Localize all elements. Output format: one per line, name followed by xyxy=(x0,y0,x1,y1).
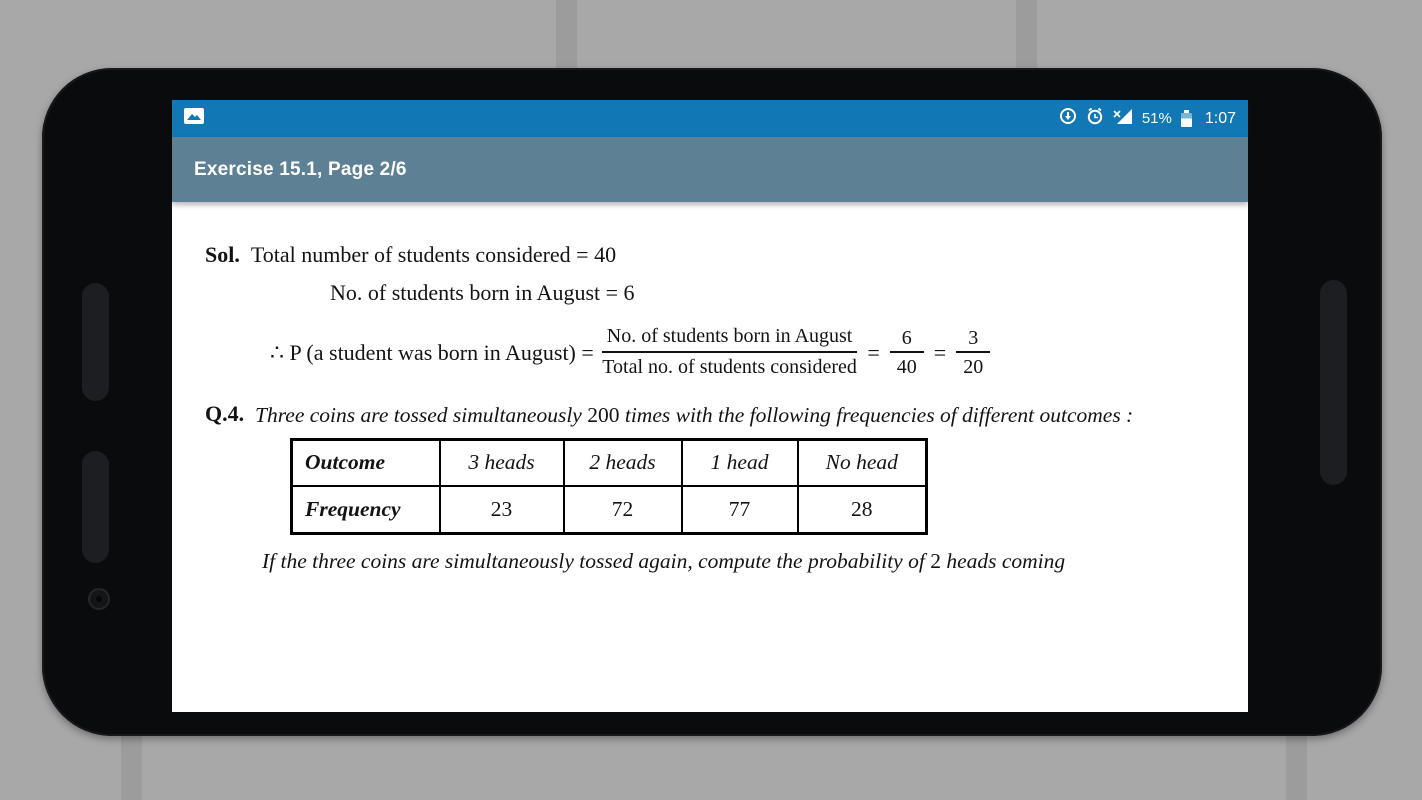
table-cell: 23 xyxy=(440,486,564,533)
status-bar-right-cluster xyxy=(1059,107,1236,130)
table-row xyxy=(292,486,927,533)
bezel-slot-left-lower xyxy=(82,451,109,563)
fraction-denominator: 40 xyxy=(896,355,917,378)
text-fraction xyxy=(602,325,858,379)
frame-artifact-bottom-right xyxy=(1286,734,1307,800)
frame-artifact-top-right xyxy=(1016,0,1037,70)
q4-label: Q.4. xyxy=(205,401,245,427)
equals-sign-2: = xyxy=(933,339,947,365)
camera-dot xyxy=(88,588,110,610)
closing-text-b: heads coming xyxy=(940,548,1066,573)
data-saver-icon xyxy=(1059,107,1077,130)
battery-icon xyxy=(1181,110,1192,127)
closing-text-a: If the three coins are simultaneously tossed again, compute the probability of xyxy=(262,548,931,573)
table-cell: Outcome xyxy=(292,439,440,486)
table-cell: 1 head xyxy=(682,439,798,486)
fraction-numerator: 3 xyxy=(956,327,990,353)
device-frame xyxy=(42,68,1382,736)
table-cell: 28 xyxy=(798,486,927,533)
fraction-6-40 xyxy=(890,327,924,378)
q4-text-b: times with the following frequencies of different outcomes : xyxy=(619,403,1134,428)
table-cell: Frequency xyxy=(292,486,440,533)
table-cell: 3 heads xyxy=(440,439,564,486)
equals-sign-1: = xyxy=(867,339,880,365)
closing-number: 2 xyxy=(930,548,941,573)
document-page xyxy=(172,202,1248,596)
table-cell: 2 heads xyxy=(564,439,682,486)
sol-text-1: Total number of students considered = 40 xyxy=(250,242,617,267)
table-row xyxy=(292,439,927,486)
image-notification-icon xyxy=(184,108,204,129)
frame-artifact-top-left xyxy=(556,0,577,70)
solution-line-2: No. of students born in August = 6 xyxy=(330,279,635,305)
alarm-icon xyxy=(1086,107,1104,130)
battery-percent-text: 51% xyxy=(1141,110,1172,127)
document-viewer[interactable] xyxy=(172,202,1248,712)
signal-no-sim-icon xyxy=(1113,108,1133,130)
bezel-slot-right xyxy=(1320,280,1347,485)
probability-equation xyxy=(270,325,1206,379)
question-4 xyxy=(205,399,1206,431)
frame-artifact-bottom-left xyxy=(121,734,142,800)
probability-lead-text: ∴ P (a student was born in August) = xyxy=(270,339,594,365)
q4-text xyxy=(255,399,1197,431)
q4-number: 200 xyxy=(587,403,620,428)
bezel-slot-left-upper xyxy=(82,283,109,401)
fraction-denominator: Total no. of students considered xyxy=(602,356,857,379)
app-bar xyxy=(172,137,1248,202)
clock-text: 1:07 xyxy=(1204,109,1236,127)
fraction-denominator: 20 xyxy=(963,355,984,378)
status-bar xyxy=(172,100,1248,137)
frequency-table xyxy=(290,438,928,535)
screen xyxy=(172,100,1248,712)
fraction-numerator: 6 xyxy=(890,327,924,353)
closing-text xyxy=(262,547,1206,576)
solution-line-1 xyxy=(205,240,1206,270)
sol-label: Sol. xyxy=(205,242,240,267)
table-cell: 77 xyxy=(682,486,798,533)
fraction-3-20 xyxy=(956,327,990,378)
page-title: Exercise 15.1, Page 2/6 xyxy=(194,158,407,180)
table-cell: 72 xyxy=(564,486,682,533)
table-cell: No head xyxy=(798,439,927,486)
q4-text-a: Three coins are tossed simultaneously xyxy=(255,403,588,428)
fraction-numerator: No. of students born in August xyxy=(602,325,858,353)
